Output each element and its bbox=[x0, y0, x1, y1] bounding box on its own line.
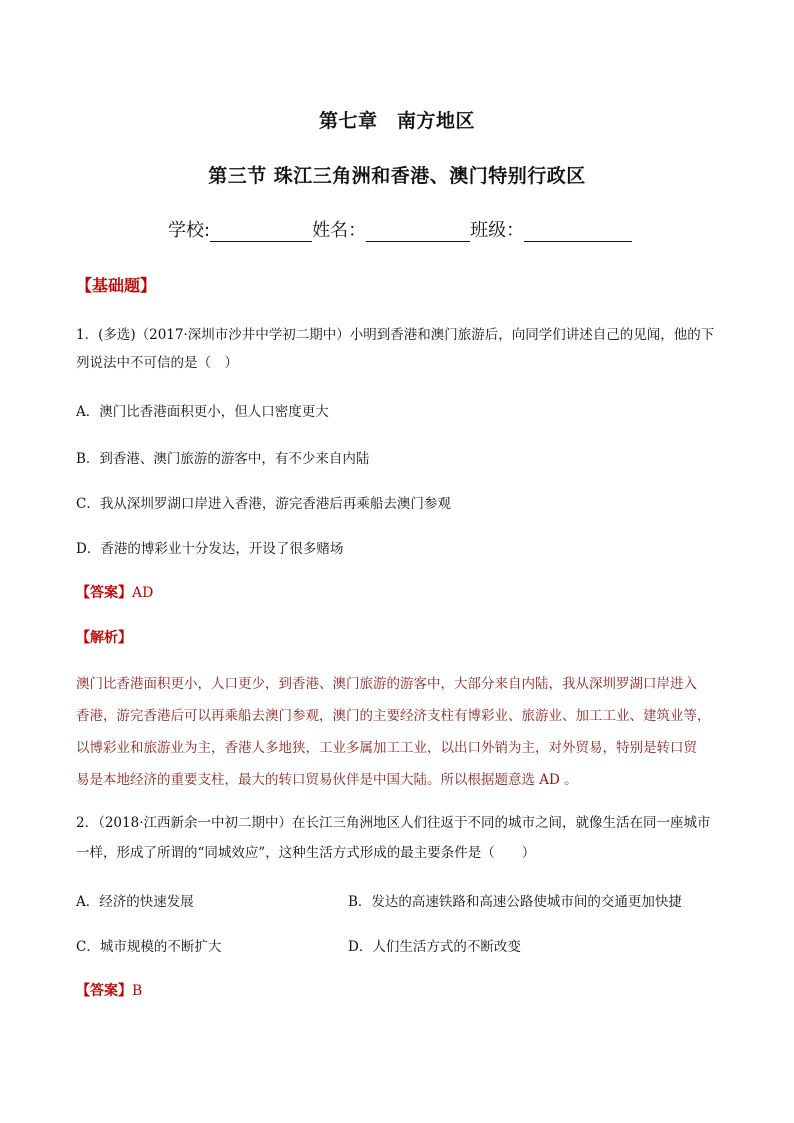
question-1-option-a: A．澳门比香港面积更小，但人口密度更大 bbox=[76, 404, 329, 420]
question-2-line-2: 一样，形成了所谓的“同城效应”，这种生活方式形成的最主要条件是（ ） bbox=[76, 845, 536, 861]
question-2-option-d: D．人们生活方式的不断改变 bbox=[348, 939, 521, 955]
student-info-row bbox=[168, 216, 632, 242]
question-1-option-c: C．我从深圳罗湖口岸进入香港，游完香港后再乘船去澳门参观 bbox=[76, 496, 451, 512]
question-1-analysis-label: 【解析】 bbox=[76, 630, 132, 646]
question-2-option-c: C．城市规模的不断扩大 bbox=[76, 939, 222, 955]
name-label: 姓名： bbox=[312, 220, 367, 241]
answer-label: 【答案】 bbox=[76, 585, 132, 601]
question-1-line-1: 1．(多选)（2017·深圳市沙井中学初二期中）小明到香港和澳门旅游后，向同学们讲述自己的见闻，他的下 bbox=[76, 327, 715, 343]
question-2-line-1: 2．（2018·江西新余一中初二期中）在长江三角洲地区人们往返于不同的城市之间，就像生活在同一座城市 bbox=[76, 815, 711, 831]
answer-value: AD bbox=[132, 585, 154, 601]
basic-section-tag: 【基础题】 bbox=[76, 276, 157, 295]
analysis-line: 澳门比香港面积更小，人口更少，到香港、澳门旅游的游客中，大部分来自内陆，我从深圳罗湖口岸进入 bbox=[76, 676, 697, 692]
section-title: 第三节 珠江三角洲和香港、澳门特别行政区 bbox=[208, 165, 586, 187]
school-blank[interactable] bbox=[210, 221, 312, 242]
question-1-option-d: D．香港的博彩业十分发达，开设了很多赌场 bbox=[76, 541, 344, 557]
answer-label: 【答案】 bbox=[76, 983, 132, 999]
question-2-option-b: B．发达的高速铁路和高速公路使城市间的交通更加快捷 bbox=[348, 894, 682, 910]
class-label: 班级： bbox=[470, 220, 525, 241]
question-2-answer bbox=[76, 980, 142, 1000]
chapter-title: 第七章 南方地区 bbox=[318, 110, 475, 132]
question-1-line-2: 列说法中不可信的是（ ） bbox=[76, 355, 238, 371]
name-blank[interactable] bbox=[366, 221, 470, 242]
answer-value: B bbox=[132, 983, 143, 999]
question-2-option-a: A．经济的快速发展 bbox=[76, 894, 194, 910]
question-1-answer bbox=[76, 582, 153, 602]
analysis-line: 以博彩业和旅游业为主，香港人多地狭，工业多属加工工业，以出口外销为主，对外贸易，特别是转口贸 bbox=[76, 740, 697, 756]
question-1-option-b: B．到香港、澳门旅游的游客中，有不少来自内陆 bbox=[76, 451, 370, 467]
class-blank[interactable] bbox=[524, 221, 632, 242]
school-label: 学校: bbox=[168, 220, 211, 241]
analysis-line: 香港，游完香港后可以再乘船去澳门参观，澳门的主要经济支柱有博彩业、旅游业、加工工业、建筑业等， bbox=[76, 708, 711, 724]
analysis-line: 易是本地经济的重要支柱，最大的转口贸易伙伴是中国大陆。所以根据题意选 AD 。 bbox=[76, 772, 578, 788]
